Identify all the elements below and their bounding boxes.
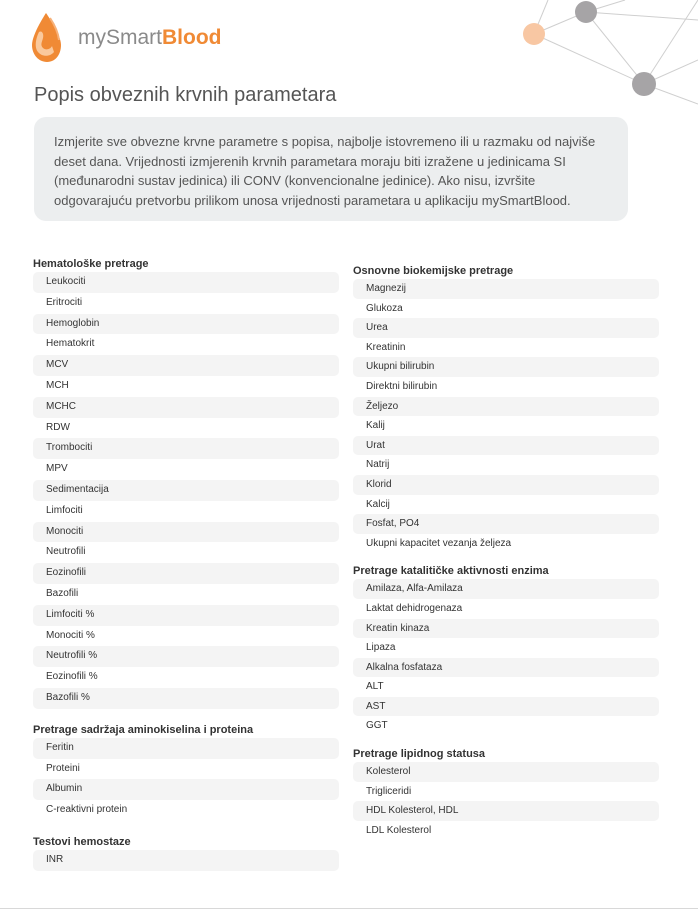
parameter-item: Natrij bbox=[366, 459, 390, 471]
parameter-item: Bazofili bbox=[46, 587, 79, 599]
parameter-item: INR bbox=[33, 850, 339, 871]
parameter-list bbox=[33, 738, 339, 821]
parameter-item: Trombociti bbox=[33, 438, 339, 459]
section-title: Hematološke pretrage bbox=[33, 258, 149, 270]
parameter-item: Kalcij bbox=[366, 498, 390, 510]
parameter-item: Eozinofili bbox=[33, 563, 339, 584]
parameter-list bbox=[33, 272, 339, 709]
parameter-list bbox=[353, 279, 659, 553]
parameter-list bbox=[33, 850, 339, 871]
parameter-item: Kreatinin bbox=[366, 341, 406, 353]
section-gap bbox=[353, 736, 659, 746]
parameter-item: Limfociti % bbox=[33, 605, 339, 626]
section-gap bbox=[33, 709, 339, 722]
section-title: Testovi hemostaze bbox=[33, 835, 131, 848]
parameter-item: Ukupni kapacitet vezanja željeza bbox=[366, 537, 512, 549]
parameter-list bbox=[353, 579, 659, 736]
parameter-item: Leukociti bbox=[33, 272, 339, 293]
parameter-item: Limfociti bbox=[46, 504, 83, 516]
network-node-peach bbox=[523, 23, 545, 45]
parameter-item: ALT bbox=[366, 681, 384, 693]
section-title: Pretrage sadržaja aminokiselina i proteina bbox=[33, 723, 254, 736]
parameter-item: Fosfat, PO4 bbox=[353, 514, 659, 534]
parameter-item: Glukoza bbox=[366, 302, 403, 314]
parameter-item: Željezo bbox=[353, 397, 659, 417]
parameter-item: RDW bbox=[46, 421, 70, 433]
parameter-item: MCV bbox=[33, 355, 339, 376]
parameter-item: Albumin bbox=[33, 779, 339, 800]
left-column bbox=[33, 256, 339, 871]
parameter-item: Neutrofili % bbox=[33, 646, 339, 667]
parameter-item: MCHC bbox=[33, 397, 339, 418]
parameter-item: Trigliceridi bbox=[366, 785, 412, 797]
parameter-item: Bazofili % bbox=[33, 688, 339, 709]
right-column bbox=[353, 263, 659, 840]
parameter-item: HDL Kolesterol, HDL bbox=[353, 801, 659, 821]
parameter-item: MCH bbox=[46, 379, 69, 391]
parameter-item: AST bbox=[353, 697, 659, 717]
parameter-item: Monociti % bbox=[46, 629, 95, 641]
section-title: Osnovne biokemijske pretrage bbox=[353, 265, 514, 277]
parameter-item: Laktat dehidrogenaza bbox=[366, 602, 463, 614]
parameter-item: C-reaktivni protein bbox=[46, 804, 128, 816]
parameter-item: Ukupni bilirubin bbox=[353, 357, 659, 377]
parameter-item: Hemoglobin bbox=[33, 314, 339, 335]
logo bbox=[30, 12, 222, 64]
parameter-item: Kolesterol bbox=[353, 762, 659, 782]
logo-wordmark: mySmartBlood bbox=[78, 26, 222, 49]
parameter-item: MPV bbox=[46, 463, 68, 475]
parameter-item: Eozinofili % bbox=[46, 671, 98, 683]
section-gap bbox=[33, 821, 339, 834]
parameter-item: Amilaza, Alfa-Amilaza bbox=[353, 579, 659, 599]
parameter-item: Neutrofili bbox=[46, 546, 86, 558]
parameter-item: Eritrociti bbox=[46, 296, 83, 308]
parameter-list bbox=[353, 762, 659, 840]
parameter-item: Alkalna fosfataza bbox=[353, 658, 659, 678]
parameter-item: Magnezij bbox=[353, 279, 659, 299]
intro-box: Izmjerite sve obvezne krvne parametre s popisa, najbolje istovremeno ili u razmaku od najviše deset dana. Vrijednosti izmjerenih krvnih parametara moraju biti izražene u jedinicama SI (međunarodni sustav jedinica) ili CONV (konvencionalne jedinice). Ako nisu, izvršite odgovarajuću pretvorbu prilikom unosa vrijednosti parametara u aplikaciju mySmartBlood. bbox=[34, 117, 628, 221]
parameter-item: Klorid bbox=[353, 475, 659, 495]
section-gap bbox=[353, 553, 659, 563]
parameter-item: Proteini bbox=[46, 762, 80, 774]
parameter-item: Sedimentacija bbox=[33, 480, 339, 501]
parameter-item: LDL Kolesterol bbox=[366, 824, 432, 836]
section-title: Pretrage katalitičke aktivnosti enzima bbox=[353, 565, 549, 578]
parameter-item: Urat bbox=[353, 436, 659, 456]
parameter-item: Monociti bbox=[33, 522, 339, 543]
parameter-item: Kreatin kinaza bbox=[353, 619, 659, 639]
parameter-item: Urea bbox=[353, 318, 659, 338]
parameter-item: GGT bbox=[366, 720, 388, 732]
blood-drop-head-icon bbox=[30, 12, 64, 64]
parameter-item: Direktni bilirubin bbox=[366, 380, 438, 392]
network-node-gray bbox=[632, 72, 656, 96]
bottom-divider bbox=[0, 908, 698, 909]
page-title: Popis obveznih krvnih parametara bbox=[34, 84, 337, 106]
parameter-item: Feritin bbox=[33, 738, 339, 759]
parameter-item: Hematokrit bbox=[46, 338, 95, 350]
parameter-item: Kalij bbox=[366, 420, 385, 432]
section-title: Pretrage lipidnog statusa bbox=[353, 748, 486, 761]
parameter-item: Lipaza bbox=[366, 642, 396, 654]
network-node-gray bbox=[575, 1, 597, 23]
